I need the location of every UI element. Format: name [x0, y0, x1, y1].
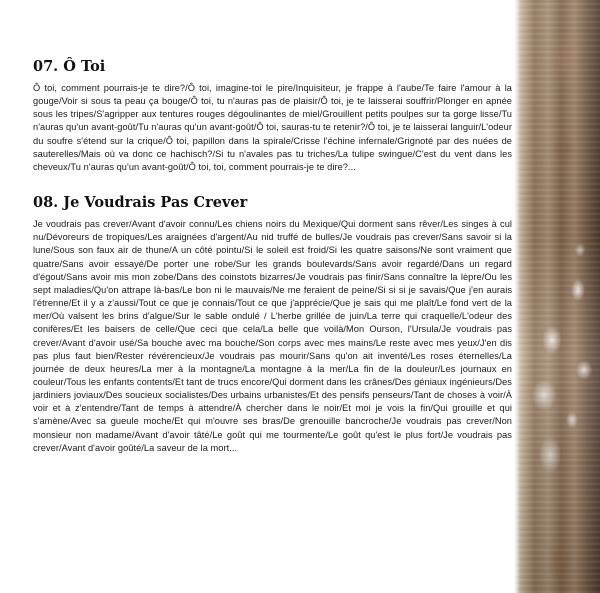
song-lyrics: Je voudrais pas crever/Avant d'avoir connu/Les chiens noirs du Mexique/Qui dorment sans rêver/Les singes à cul nu/Dévoreurs de tropiques/Les araignées d'argent/Au nid truffé de bulles/Je voudrais pas crever/Sans savoir si la lune/Sous son faux air de thune/A un côté pointu/Si le soleil est froid/Si les quatre saisons/Ne sont vraiment que quatre/Sans avoir essayé/De porter une robe/Sur les grands boulevards/Sans avoir regardé/Dans un regard d'égout/Sans avoir mis mon zobe/Dans des coinstots bizarres/Je voudrais pas finir/Sans connaître la lèpre/Ou les sept maladies/Qu'on attrape là-bas/Le bon ni le mauvais/Ne me feraient de peine/Si si si je savais/Que j'en aurais l'étrenne/Et il y a z'aussi/Tout ce que je connais/Tout ce que j'apprécie/Que je sais qui me plaît/Le fond vert de la mer/Où valsent les brins d'algue/Sur le sable ondulé / L'herbe grillée de juin/La terre qui craquelle/L'odeur des conifères/Et les baisers de celle/Que ceci que cela/La belle que voilà/Mon Ourson, l'Ursula/Je voudrais pas crever/Avant d'avoir usé/Sa bouche avec ma bouche/Son corps avec mes mains/Le reste avec mes yeux/J'en dis pas plus faut bien/Rester révérencieux/Je voudrais pas mourir/Sans qu'on ait inventé/Les roses éternelles/La journée de deux heures/La mer à la montagne/La montagne à la mer/La fin de la douleur/Les journaux en couleur/Tous les enfants contents/Et tant de trucs encore/Qui dorment dans les crânes/Des géniaux ingénieurs/Des jardiniers joviaux/Des soucieux socialistes/Des urbains urbanistes/Et des pensifs penseurs/Tant de choses à voir/À voir et à z'entendre/Tant de temps à attendre/À chercher dans le noir/Et moi je vois la fin/Qui grouille et qui s'amène/Avec sa gueule moche/Et qui m'ouvre ses bras/De grenouille bancroche/Je voudrais pas crever/Non monsieur non madame/Avant d'avoir tâté/Le goût qui me tourmente/Le goût qu'est le plus fort/Je voudrais pas crever/Avant d'avoir goûté/La saveur de la mort...	[33, 219, 512, 453]
song-title: 07. Ô Toi	[33, 58, 106, 75]
lyrics-column	[33, 58, 512, 455]
song-lyrics: Ô toi, comment pourrais-je te dire?/Ô toi, imagine-toi le pire/Inquisiteur, je frappe à l'aube/Te faire l'amour à la gouge/Voir si sous ta peau ça bouge/Ô toi, tu n'auras pas de plaisir/Ô toi, je te laisserai souffrir/Plonger en apnée sous les tripes/S'agripper aux tentures rouges dégoulinantes de miel/Grouillent petits poulpes sur ta gorge lisse/Tu n'auras qu'un avant-goût/Tu n'auras qu'un avant-goût/Ô toi, sauras-tu te retenir?/Ô toi, je te laisserai languir/L'odeur du soufre s'étend sur la crique/Ô toi, papillon dans la spirale/Crisse l'échine infernale/Grignoté par des nuées de sauterelles/Mais où va donc ce hachisch?/Si tu n'avales pas tu triches/La tulipe swingue/C'est du vent dans les cheveux/Tu n'auras qu'un avant-goût/Ô toi, toi, comment pourrais-je te dire?...	[33, 83, 512, 172]
decorative-texture-strip	[514, 0, 600, 593]
song-section-je-voudrais-pas-crever	[33, 194, 512, 455]
song-title: 08. Je Voudrais Pas Crever	[33, 194, 248, 212]
song-section-o-toi	[33, 58, 512, 174]
